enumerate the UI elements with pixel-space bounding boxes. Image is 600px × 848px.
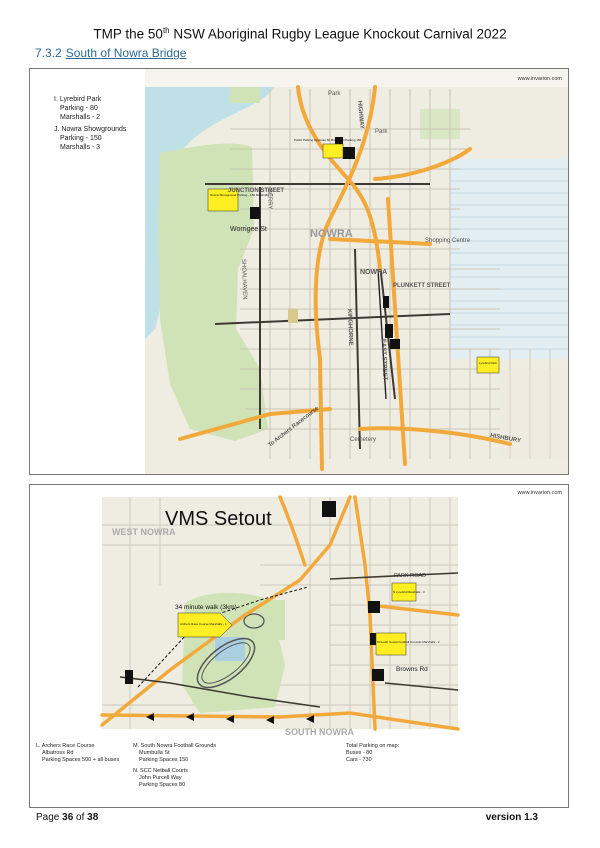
lyrebird-box-text: Lyrebird Park xyxy=(479,361,497,365)
map-label-junction-street: JUNCTION STREET xyxy=(228,188,285,194)
map-label-park: Park xyxy=(375,129,388,135)
map-label-shoalhaven: SHOALHAVEN xyxy=(240,258,248,300)
legend-l-spaces: Parking Spaces 500 + all buses xyxy=(42,757,120,763)
map-label-shopping-centre: Shopping Centre xyxy=(425,238,471,244)
parking-marker-icon xyxy=(385,324,393,338)
map-label-worrigee-st: Worrigee St xyxy=(230,226,267,233)
walk-label: 34 minute walk (3km) xyxy=(175,604,237,611)
map-label-east-street: EAST STREET xyxy=(380,338,388,381)
legend-i-name: I. Lyrebird Park xyxy=(54,96,102,103)
map1-canvas xyxy=(30,69,568,474)
map-label-cemetery: Cemetery xyxy=(350,437,377,443)
map-label-berry: BERRY xyxy=(266,188,273,210)
legend-total-buses: Buses - 80 xyxy=(346,750,373,756)
public-parking-box[interactable] xyxy=(323,144,343,158)
vms-setout-title: VMS Setout xyxy=(165,508,272,530)
vms-sign-icon xyxy=(322,501,336,517)
legend-l-addr: Albatross Rd xyxy=(42,750,74,756)
map-label-to-archers: To Archers Racecourse xyxy=(267,405,321,449)
page-number: Page 36 of 38 xyxy=(36,812,99,823)
map-south-of-nowra-bridge xyxy=(29,68,569,475)
map-label-nowra-suburb: NOWRA xyxy=(310,228,353,240)
legend-m-name: M. South Nowra Football Grounds xyxy=(133,743,217,749)
m-football-box[interactable] xyxy=(376,633,406,655)
map2-canvas xyxy=(30,485,568,807)
map-label-south-nowra: SOUTH NOWRA xyxy=(285,727,354,737)
showground-box-text: Nowra Showground Parking - 150 Marshalls - 3 xyxy=(210,193,274,197)
map2-credit[interactable]: www.invarion.com xyxy=(517,490,562,496)
legend-j-parking: Parking - 150 xyxy=(60,135,102,142)
public-parking-box-text: Public Parking Opposite 60 Bridge Rd Parking 150 xyxy=(294,138,362,142)
section-title[interactable]: South of Nowra Bridge xyxy=(65,46,187,60)
version-label: version 1.3 xyxy=(485,812,538,823)
legend-l-name: L. Archers Race Course xyxy=(36,743,95,749)
legend-total-title: Total Parking on map: xyxy=(346,743,400,749)
n-box-text: N Lyrebird Marshalls - 0 xyxy=(393,590,425,594)
lyrebird-park-box[interactable] xyxy=(477,357,499,373)
vms-sign-icon xyxy=(125,670,133,684)
legend-n-name: N. SCC Netball Courts xyxy=(133,768,189,774)
parking-marker-icon xyxy=(343,147,355,159)
section-number: 7.3.2 xyxy=(35,46,62,60)
m-box-text: M South Nowra Football Grounds Marshalls - 2 xyxy=(377,640,440,644)
section-heading xyxy=(35,46,186,60)
legend-i-parking: Parking - 80 xyxy=(60,105,98,112)
legend-m-spaces: Parking Spaces 150 xyxy=(139,757,189,763)
legend-j-marshalls: Marshalls - 3 xyxy=(60,144,101,151)
document-title: TMP the 50th NSW Aboriginal Rugby League Knockout Carnival 2022 xyxy=(93,26,507,42)
legend-i-marshalls: Marshalls - 2 xyxy=(60,114,101,121)
legend-total-cars: Cars - 730 xyxy=(346,757,372,763)
parking-marker-icon xyxy=(250,207,260,219)
map-label-nowra-street: NOWRA xyxy=(360,269,388,276)
map-label-kinghorne: KINGHORNE xyxy=(346,308,354,346)
archers-box-text: Archers Race Course Marshalls - 1 xyxy=(180,622,227,626)
map-label-west-nowra: WEST NOWRA xyxy=(112,527,176,537)
map-label-plunkett-street: PLUNKETT STREET xyxy=(393,283,451,289)
map-vms-setout xyxy=(29,484,569,808)
map-label-browns-rd: Browns Rd xyxy=(396,666,428,673)
legend-m-addr: Mumbulla St xyxy=(139,750,170,756)
legend-n-spaces: Parking Spaces 80 xyxy=(139,782,186,788)
legend-n-addr: John Purcell Way xyxy=(139,775,182,781)
map-label-hishbury: HISHBURY xyxy=(489,433,522,445)
map-label-park: Park xyxy=(328,91,341,97)
map-label-park-road: PARK ROAD xyxy=(394,573,426,579)
legend-j-name: J. Nowra Showgrounds xyxy=(54,126,127,133)
map1-credit[interactable]: www.invarion.com xyxy=(517,76,562,82)
map-label-highway: HIGHWAY xyxy=(356,100,365,130)
vms-sign-icon xyxy=(368,601,380,613)
vms-sign-icon xyxy=(372,669,384,681)
